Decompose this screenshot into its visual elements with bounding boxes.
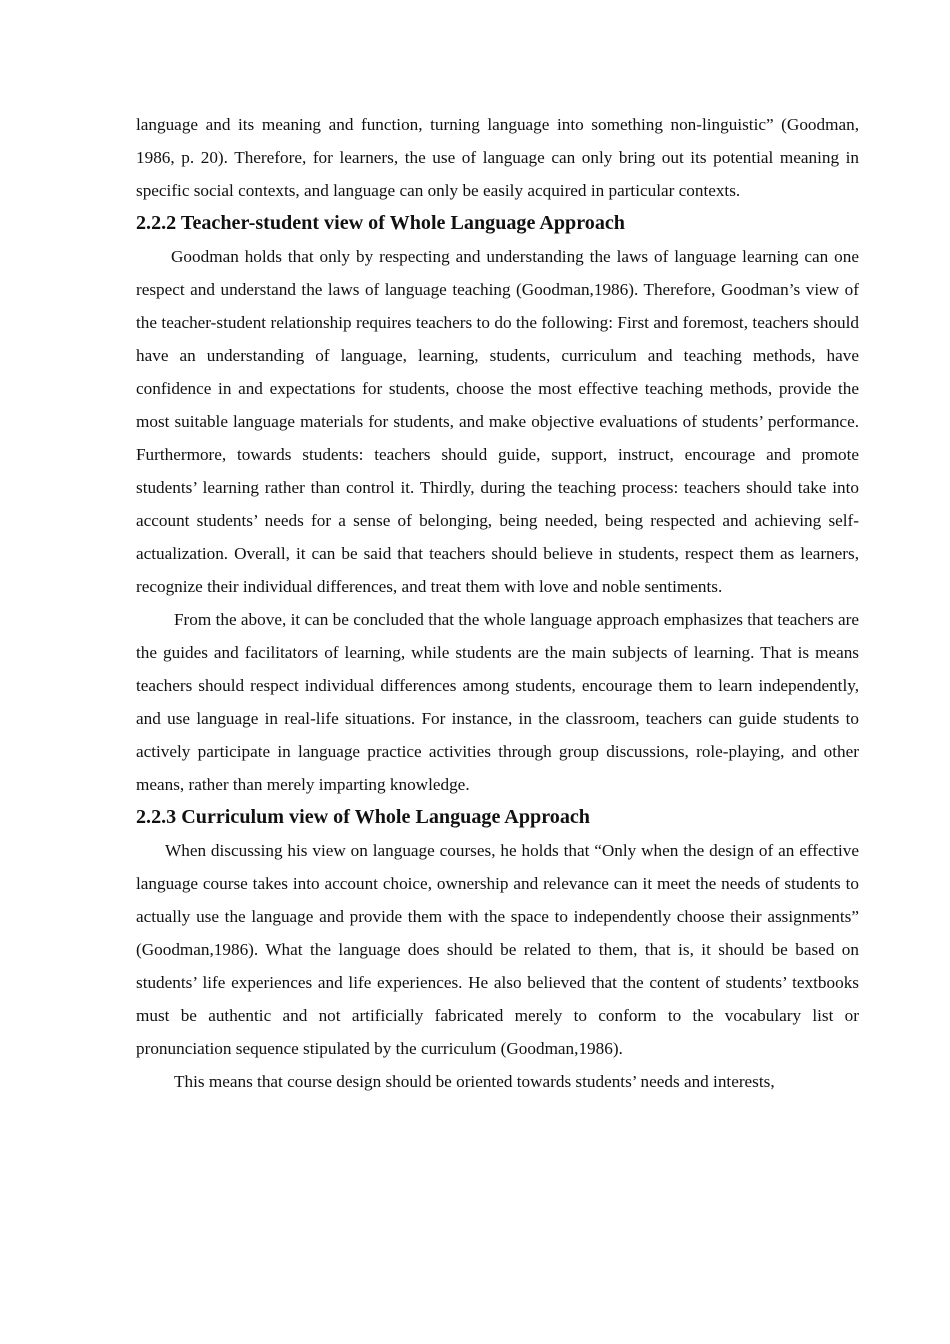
paragraph-language-meaning: language and its meaning and function, turning language into something non-linguistic” (Goodman, 1986, p. 20). Therefore, for learners, the use of language can only bring out its potential meaning in specific social contexts, and language can only be easily acquired in particular contexts. xyxy=(136,115,859,200)
document-page xyxy=(136,108,859,1098)
paragraph-curriculum-view: When discussing his view on language courses, he holds that “Only when the design of an effective language course takes into account choice, ownership and relevance can it meet the needs of students to actually use the language and provide them with the space to independently choose their assignments” (Goodman,1986). What the language does should be related to them, that is, it should be based on students’ life experiences and life experiences. He also believed that the content of students’ textbooks must be authentic and not artificially fabricated merely to conform to the vocabulary list or pronunciation sequence stipulated by the curriculum (Goodman,1986). xyxy=(136,841,859,1058)
paragraph-course-design: This means that course design should be oriented towards students’ needs and interests, xyxy=(174,1072,775,1091)
section-heading-2-2-3: 2.2.3 Curriculum view of Whole Language Approach xyxy=(136,806,590,828)
section-heading-2-2-2: 2.2.2 Teacher-student view of Whole Language Approach xyxy=(136,212,625,234)
paragraph-conclusion-whole-language: From the above, it can be concluded that the whole language approach emphasizes that teachers are the guides and facilitators of learning, while students are the main subjects of learning. That is means teachers should respect individual differences among students, encourage them to learn independently, and use language in real-life situations. For instance, in the classroom, teachers can guide students to actively participate in language practice activities through group discussions, role-playing, and other means, rather than merely imparting knowledge. xyxy=(136,610,859,794)
paragraph-teacher-student-view: Goodman holds that only by respecting and understanding the laws of language learning can one respect and understand the laws of language teaching (Goodman,1986). Therefore, Goodman’s view of the teacher-student relationship requires teachers to do the following: First and foremost, teachers should have an understanding of language, learning, students, curriculum and teaching methods, have confidence in and expectations for students, choose the most effective teaching methods, provide the most suitable language materials for students, and make objective evaluations of students’ performance. Furthermore, towards students: teachers should guide, support, instruct, encourage and promote students’ learning rather than control it. Thirdly, during the teaching process: teachers should take into account students’ needs for a sense of belonging, being needed, being respected and achieving self-actualization. Overall, it can be said that teachers should believe in students, respect them as learners, recognize their individual differences, and treat them with love and noble sentiments. xyxy=(136,247,859,596)
